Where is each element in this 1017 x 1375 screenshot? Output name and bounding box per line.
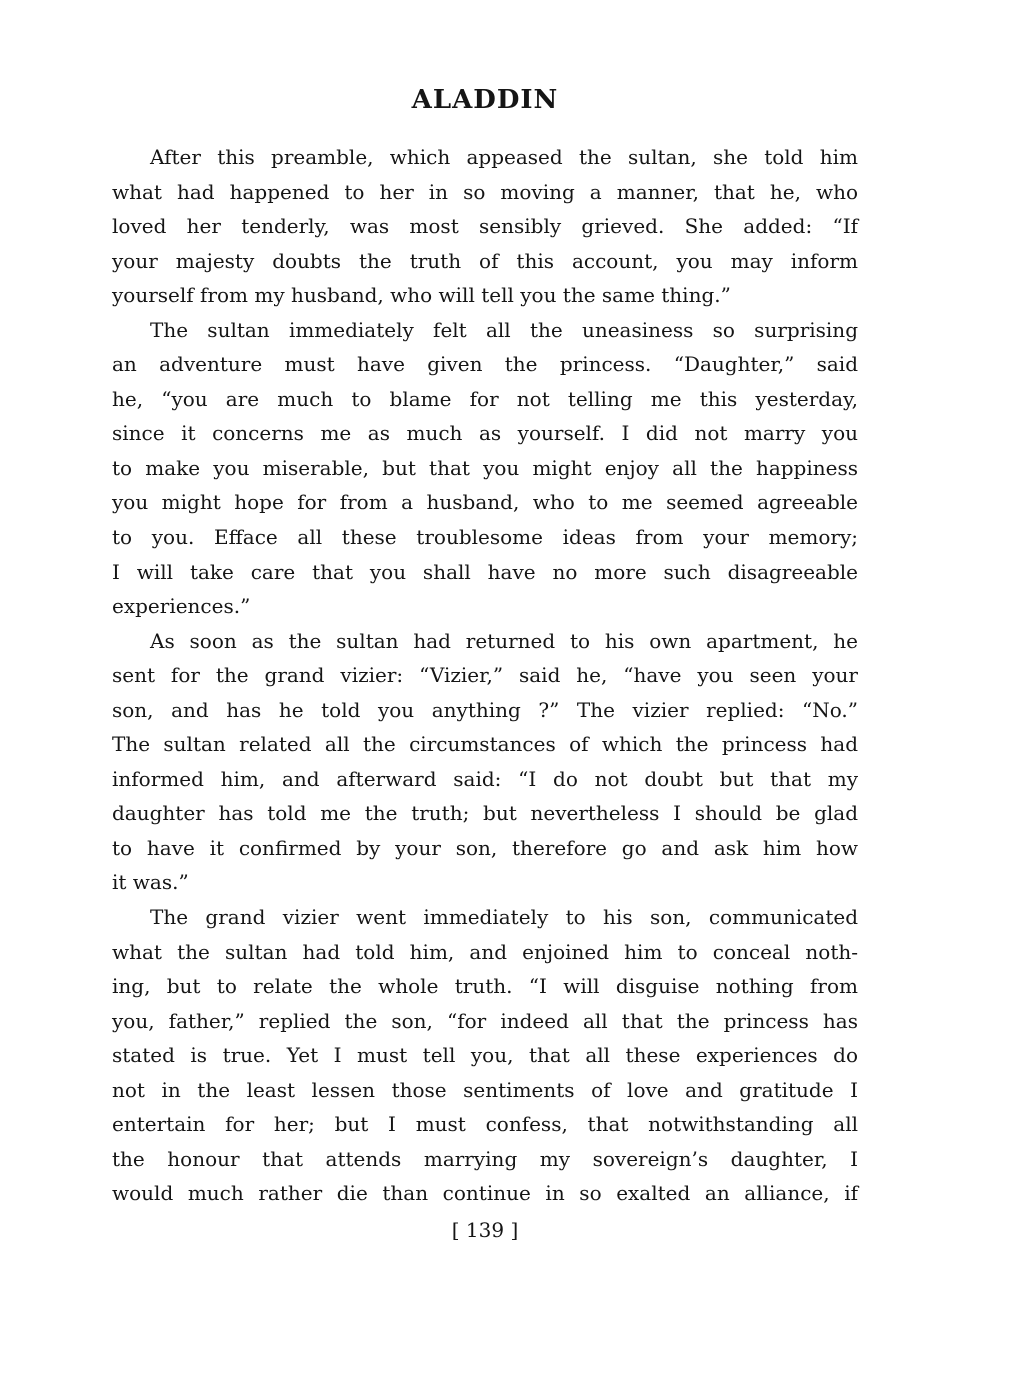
paragraph [112, 140, 858, 313]
text-line: loved her tenderly, was most sensibly grieved. She added: “If [112, 214, 858, 239]
text-line: to make you miserable, but that you might enjoy all the happiness [112, 455, 858, 480]
text-line: since it concerns me as much as yourself. I did not marry you [112, 421, 858, 446]
text-line: what the sultan had told him, and enjoined him to conceal noth- [112, 939, 858, 964]
text-line: the honour that attends marrying my sovereign’s daughter, I [112, 1146, 858, 1171]
text-line: to have it confirmed by your son, therefore go and ask him how [112, 835, 858, 860]
text-line: entertain for her; but I must confess, that notwithstanding all [112, 1112, 858, 1137]
text-line: he, “you are much to blame for not telling me this yesterday, [112, 386, 858, 411]
text-line: sent for the grand vizier: “Vizier,” said he, “have you seen your [112, 663, 858, 688]
text-line: an adventure must have given the princess. “Daughter,” said [112, 352, 858, 377]
page-number: [ 139 ] [451, 1217, 519, 1242]
text-line: what had happened to her in so moving a manner, that he, who [112, 179, 858, 204]
text-line: I will take care that you shall have no more such disagreeable [112, 559, 858, 584]
text-body [112, 140, 858, 1211]
text-line: to you. Efface all these troublesome ideas from your memory; [112, 525, 858, 550]
text-line: daughter has told me the truth; but nevertheless I should be glad [112, 801, 858, 826]
text-line: you, father,” replied the son, “for indeed all that the princess has [112, 1008, 858, 1033]
text-line: ing, but to relate the whole truth. “I will disguise nothing from [112, 974, 858, 999]
text-line: your majesty doubts the truth of this account, you may inform [112, 248, 858, 273]
text-line: it was.” [112, 870, 189, 895]
text-line: yourself from my husband, who will tell you the same thing.” [112, 283, 731, 308]
text-line: would much rather die than continue in so exalted an alliance, if [112, 1181, 858, 1206]
page-title: ALADDIN [411, 85, 559, 115]
text-line: The sultan immediately felt all the uneasiness so surprising [150, 317, 858, 342]
paragraph [112, 313, 858, 624]
text-line: The grand vizier went immediately to his son, communicated [150, 905, 858, 930]
text-line: After this preamble, which appeased the sultan, she told him [150, 145, 858, 169]
text-line: As soon as the sultan had returned to his own apartment, he [150, 628, 858, 653]
paragraph [112, 900, 858, 1211]
text-line: you might hope for from a husband, who to me seemed agreeable [112, 490, 858, 515]
page-content [112, 84, 858, 1248]
text-line: experiences.” [112, 594, 251, 619]
text-line: informed him, and afterward said: “I do not doubt but that my [112, 766, 858, 791]
text-line: not in the least lessen those sentiments of love and gratitude I [112, 1077, 858, 1102]
paragraph [112, 624, 858, 900]
text-line: The sultan related all the circumstances of which the princess had [112, 732, 858, 757]
text-line: son, and has he told you anything ?” The vizier replied: “No.” [112, 697, 858, 722]
text-line: stated is true. Yet I must tell you, that all these experiences do [112, 1043, 858, 1068]
